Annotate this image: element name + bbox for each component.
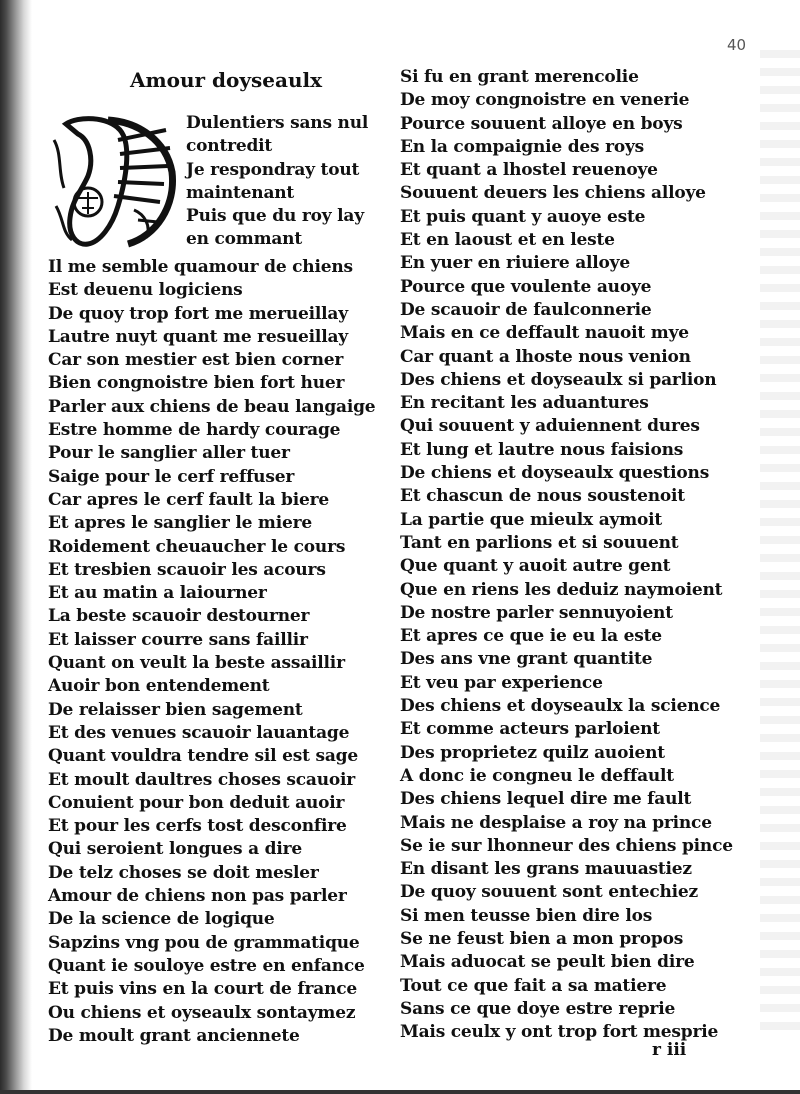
verse-line: Et chascun de nous soustenoit [400, 486, 685, 507]
verse-line: Souuent deuers les chiens alloye [400, 183, 706, 204]
verse-line: Est deuenu logiciens [48, 280, 243, 301]
verse-line: Quant ie souloye estre en enfance [48, 955, 365, 976]
verse-line: Et puis quant y auoye este [400, 206, 646, 227]
decorated-initial-letter [48, 110, 178, 250]
verse-line: Pource souuent alloye en boys [400, 113, 683, 134]
verse-line: De relaisser bien sagement [48, 699, 303, 720]
verse-line: maintenant [186, 182, 295, 203]
show-through-text [760, 40, 800, 1040]
verse-line: Que quant y auoit autre gent [400, 556, 671, 577]
verse-line: Pour le sanglier aller tuer [48, 443, 290, 464]
verse-line: Et apres le sanglier le miere [48, 513, 312, 534]
verse-line: Mais en ce deffault nauoit mye [400, 323, 689, 344]
verse-line: Se ne feust bien a mon propos [400, 928, 684, 949]
verse-line: Et comme acteurs parloient [400, 719, 660, 740]
verse-line: Car quant a lhoste nous venion [400, 346, 691, 367]
verse-line: Dulentiers sans nul [186, 113, 369, 133]
verse-line: Amour de chiens non pas parler [48, 886, 347, 907]
verse-line: Et pour les cerfs tost desconfire [48, 816, 347, 837]
verse-line: De moult grant anciennete [48, 1025, 300, 1046]
verse-line: Estre homme de hardy courage [48, 420, 341, 441]
verse-line: Et des venues scauoir lauantage [48, 722, 350, 743]
verse-line: Car son mestier est bien corner [48, 350, 344, 371]
verse-line: De quoy souuent sont entechiez [400, 882, 698, 903]
verse-line: Des chiens lequel dire me fault [400, 789, 692, 810]
verse-line: Qui seroient longues a dire [48, 839, 302, 860]
verse-line: Conuient pour bon deduit auoir [48, 792, 345, 813]
verse-line: Des chiens et doyseaulx si parlion [400, 369, 717, 390]
verse-line: Et moult daultres choses scauoir [48, 769, 356, 790]
verse-line: contredit [186, 136, 273, 157]
verse-line: Des chiens et doyseaulx la science [400, 696, 721, 717]
verse-line: Si fu en grant merencolie [400, 67, 639, 87]
verse-line: Et en laoust et en leste [400, 230, 615, 251]
verse-line: Puis que du roy lay [186, 206, 364, 227]
verse-line: Se ie sur lhonneur des chiens pince [400, 835, 733, 856]
verse-line: Et veu par experience [400, 672, 603, 693]
verse-line: Mais ne desplaise a roy na prince [400, 812, 712, 833]
verse-line: Que en riens les deduiz naymoient [400, 579, 723, 600]
verse-line: Sapzins vng pou de grammatique [48, 932, 360, 953]
verse-line: En yuer en riuiere alloye [400, 253, 630, 274]
verse-line: en commant [186, 229, 302, 250]
verse-line: Et au matin a laiourner [48, 583, 267, 604]
verse-line: En disant les grans mauuastiez [400, 859, 692, 880]
verse-line: De chiens et doyseaulx questions [400, 463, 710, 484]
verse-line: Sans ce que doye estre reprie [400, 998, 676, 1019]
verse-line: Quant vouldra tendre sil est sage [48, 746, 358, 767]
verse-line: Car apres le cerf fault la biere [48, 489, 329, 510]
verse-line: Mais ceulx y ont trop fort mesprie [400, 1022, 719, 1043]
verse-line: La beste scauoir destourner [48, 606, 310, 627]
verse-line: Des proprietez quilz auoient [400, 742, 665, 763]
page-gutter-shadow [0, 0, 32, 1094]
verse-line: Lautre nuyt quant me resueillay [48, 326, 348, 347]
verse-line: La partie que mieulx aymoit [400, 509, 663, 530]
verse-line: Et quant a lhostel reuenoye [400, 160, 658, 181]
verse-line: De nostre parler sennuyoient [400, 602, 673, 623]
verse-line: De telz choses se doit mesler [48, 862, 319, 883]
verse-line: Roidement cheuaucher le cours [48, 536, 346, 557]
verse-line: Auoir bon entendement [48, 676, 270, 697]
verse-line: Qui souuent y aduiennent dures [400, 416, 700, 437]
verse-line: Saige pour le cerf reffuser [48, 466, 295, 487]
verse-line: Bien congnoistre bien fort huer [48, 373, 345, 394]
verse-line: De moy congnoistre en venerie [400, 90, 690, 111]
verse-line: En la compaignie des roys [400, 136, 645, 157]
intro-verse-block [186, 112, 368, 252]
verse-line: Je respondray tout [186, 159, 360, 180]
verse-line: Ou chiens et oyseaulx sontaymez [48, 1002, 356, 1023]
page-bottom-edge [0, 1090, 800, 1094]
verse-line: Et laisser courre sans faillir [48, 629, 308, 650]
right-verse-column [400, 66, 733, 1044]
verse-line: Et apres ce que ie eu la este [400, 626, 662, 647]
verse-line: Pource que voulente auoye [400, 276, 652, 297]
verse-line: Et lung et lautre nous faisions [400, 439, 684, 460]
left-verse-column [48, 256, 375, 1048]
folio-number: 40 [727, 36, 747, 54]
verse-line: Et puis vins en la court de france [48, 979, 358, 1000]
verse-line: En recitant les aduantures [400, 393, 649, 414]
woodcut-initial-v-icon [48, 110, 178, 250]
verse-line: Quant on veult la beste assaillir [48, 653, 345, 674]
verse-line: Des ans vne grant quantite [400, 649, 653, 670]
verse-line: Et tresbien scauoir les acours [48, 559, 326, 580]
verse-line: Si men teusse bien dire los [400, 905, 653, 926]
verse-line: De la science de logique [48, 909, 275, 930]
running-header: Amour doyseaulx [130, 68, 323, 92]
verse-line: De quoy trop fort me merueillay [48, 303, 348, 324]
verse-line: Mais aduocat se peult bien dire [400, 952, 695, 973]
verse-line: A donc ie congneu le deffault [400, 765, 674, 786]
signature-mark: r iii [652, 1040, 687, 1060]
verse-line: Il me semble quamour de chiens [48, 257, 353, 277]
verse-line: De scauoir de faulconnerie [400, 299, 652, 320]
verse-line: Tant en parlions et si souuent [400, 532, 679, 553]
verse-line: Parler aux chiens de beau langaige [48, 396, 376, 417]
verse-line: Tout ce que fait a sa matiere [400, 975, 667, 996]
